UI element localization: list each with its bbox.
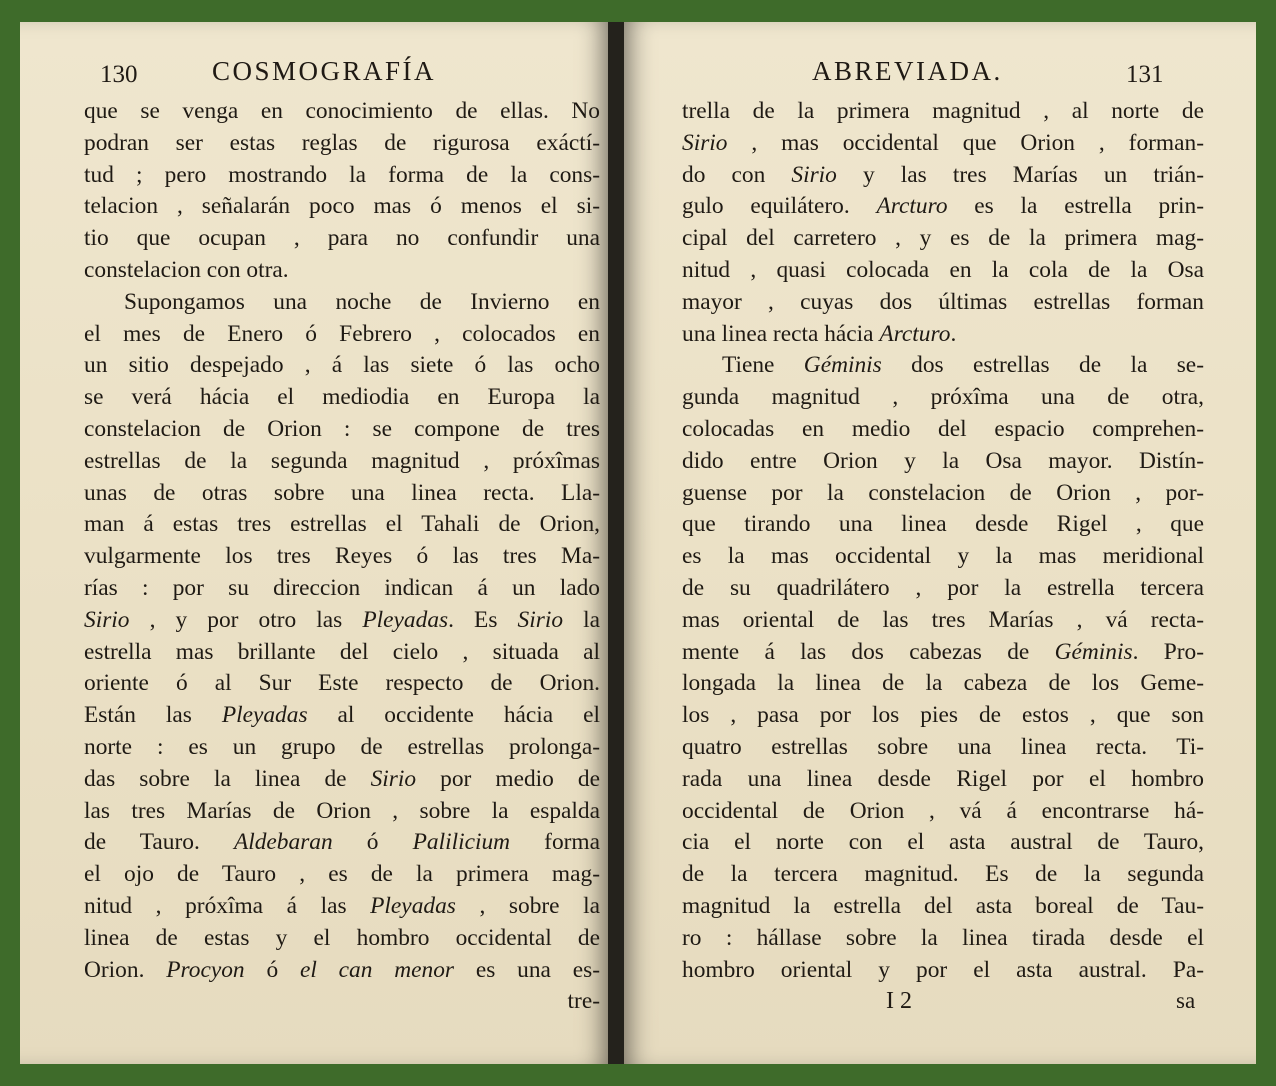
text-line: guense por la constelacion de Orion , por- — [682, 479, 1204, 506]
text-line: rada una linea desde Rigel por el hombro — [682, 765, 1204, 792]
text-line: Sirio , y por otro las Pleyadas. Es Sirio la — [84, 606, 600, 633]
text-line: Están las Pleyadas al occidente hácia el — [84, 702, 600, 729]
text-line: hombro oriental y por el asta austral. Pa- — [682, 956, 1204, 983]
text-line: quatro estrellas sobre una linea recta. Ti- — [682, 733, 1204, 760]
text-line: Sirio , mas occidental que Orion , forman- — [682, 129, 1204, 156]
right-page — [624, 22, 1256, 1064]
text-line: que se venga en conocimiento de ellas. No — [84, 98, 600, 124]
text-line: gunda magnitud , próxîma una de otra, — [682, 384, 1204, 411]
text-line: gulo equilátero. Arcturo es la estrella prin- — [682, 193, 1204, 220]
text-line: nitud , próxîma á las Pleyadas , sobre la — [84, 892, 601, 919]
text-line: Orion. Procyon ó el can menor es una es- — [84, 956, 600, 983]
text-line: constelacion de Orion : se compone de tres — [84, 415, 600, 442]
text-line: que tirando una linea desde Rigel , que — [682, 511, 1204, 538]
text-line: los , pasa por los pies de estos , que son — [682, 702, 1204, 729]
catchword: sa — [1176, 988, 1196, 1013]
text-line: telacion , señalarán poco mas ó menos el si- — [84, 193, 600, 220]
text-line: una linea recta hácia Arcturo. — [682, 320, 957, 347]
text-line: unas de otras sobre una linea recta. Lla- — [84, 479, 600, 506]
text-line: de su quadrilátero , por la estrella tercera — [682, 574, 1204, 601]
text-line: mayor , cuyas dos últimas estrellas forman — [682, 288, 1204, 315]
text-line: Supongamos una noche de Invierno en — [124, 288, 600, 315]
text-line: tud ; pero mostrando la forma de la cons- — [84, 161, 600, 188]
text-line: de la tercera magnitud. Es de la segunda — [682, 861, 1204, 888]
text-line: magnitud la estrella del asta boreal de Tau- — [682, 892, 1204, 919]
text-line: norte : es un grupo de estrellas prolonga- — [84, 733, 600, 760]
text-line: ro : hállase sobre la linea tirada desde el — [682, 924, 1204, 951]
text-line: Tiene Géminis dos estrellas de la se- — [722, 352, 1204, 379]
right-page-number: 131 — [1126, 61, 1164, 88]
text-line: colocadas en medio del espacio comprehen- — [682, 415, 1204, 442]
text-line: de Tauro. Aldebaran ó Palilicium forma — [84, 829, 601, 856]
text-line: constelacion con otra. — [84, 256, 289, 283]
text-line: rías : por su direccion indican á un lado — [84, 574, 600, 601]
text-line: man á estas tres estrellas el Tahali de Orion, — [84, 511, 600, 538]
text-line: las tres Marías de Orion , sobre la espalda — [84, 797, 600, 824]
text-line: nitud , quasi colocada en la cola de la Osa — [682, 256, 1204, 283]
text-line: mente á las dos cabezas de Géminis. Pro- — [682, 638, 1204, 665]
text-line: estrella mas brillante del cielo , situada al — [84, 638, 600, 665]
text-line: podran ser estas reglas de rigurosa exáctí- — [84, 129, 600, 156]
book-gutter — [608, 22, 624, 1064]
text-line: das sobre la linea de Sirio por medio de — [84, 765, 601, 792]
text-line: do con Sirio y las tres Marías un trián- — [682, 161, 1204, 188]
left-page-number: 130 — [100, 61, 138, 88]
text-line: es la mas occidental y la mas meridional — [682, 543, 1204, 570]
text-line: cia el norte con el asta austral de Tauro, — [682, 829, 1204, 856]
catchword-line: tre- — [567, 988, 600, 1015]
book-spread — [20, 22, 1256, 1064]
text-line: tio que ocupan , para no confundir una — [84, 225, 600, 252]
text-line: se verá hácia el mediodia en Europa la — [84, 384, 600, 411]
text-line: mas oriental de las tres Marías , vá recta- — [682, 606, 1204, 633]
text-line: el ojo de Tauro , es de la primera mag- — [84, 861, 600, 888]
left-page-text — [84, 96, 600, 1018]
signature-mark: I 2 — [886, 988, 912, 1014]
text-line: trella de la primera magnitud , al norte de — [682, 98, 1204, 124]
text-line: vulgarmente los tres Reyes ó las tres Ma- — [84, 543, 600, 570]
right-running-head: ABREVIADA. — [812, 56, 1003, 86]
text-line: el mes de Enero ó Febrero , colocados en — [84, 320, 600, 347]
right-page-text — [682, 96, 1204, 986]
left-page — [20, 22, 608, 1064]
text-line: estrellas de la segunda magnitud , próxîmas — [84, 447, 600, 474]
left-running-head: COSMOGRAFÍA — [212, 56, 437, 86]
text-line: linea de estas y el hombro occidental de — [84, 924, 600, 951]
text-line: cipal del carretero , y es de la primera mag- — [682, 225, 1204, 252]
text-line: oriente ó al Sur Este respecto de Orion. — [84, 670, 600, 697]
text-line: occidental de Orion , vá á encontrarse há- — [682, 797, 1204, 824]
text-line: un sitio despejado , á las siete ó las ocho — [84, 352, 600, 379]
text-line: longada la linea de la cabeza de los Geme- — [682, 670, 1204, 697]
text-line: dido entre Orion y la Osa mayor. Distín- — [682, 447, 1204, 474]
